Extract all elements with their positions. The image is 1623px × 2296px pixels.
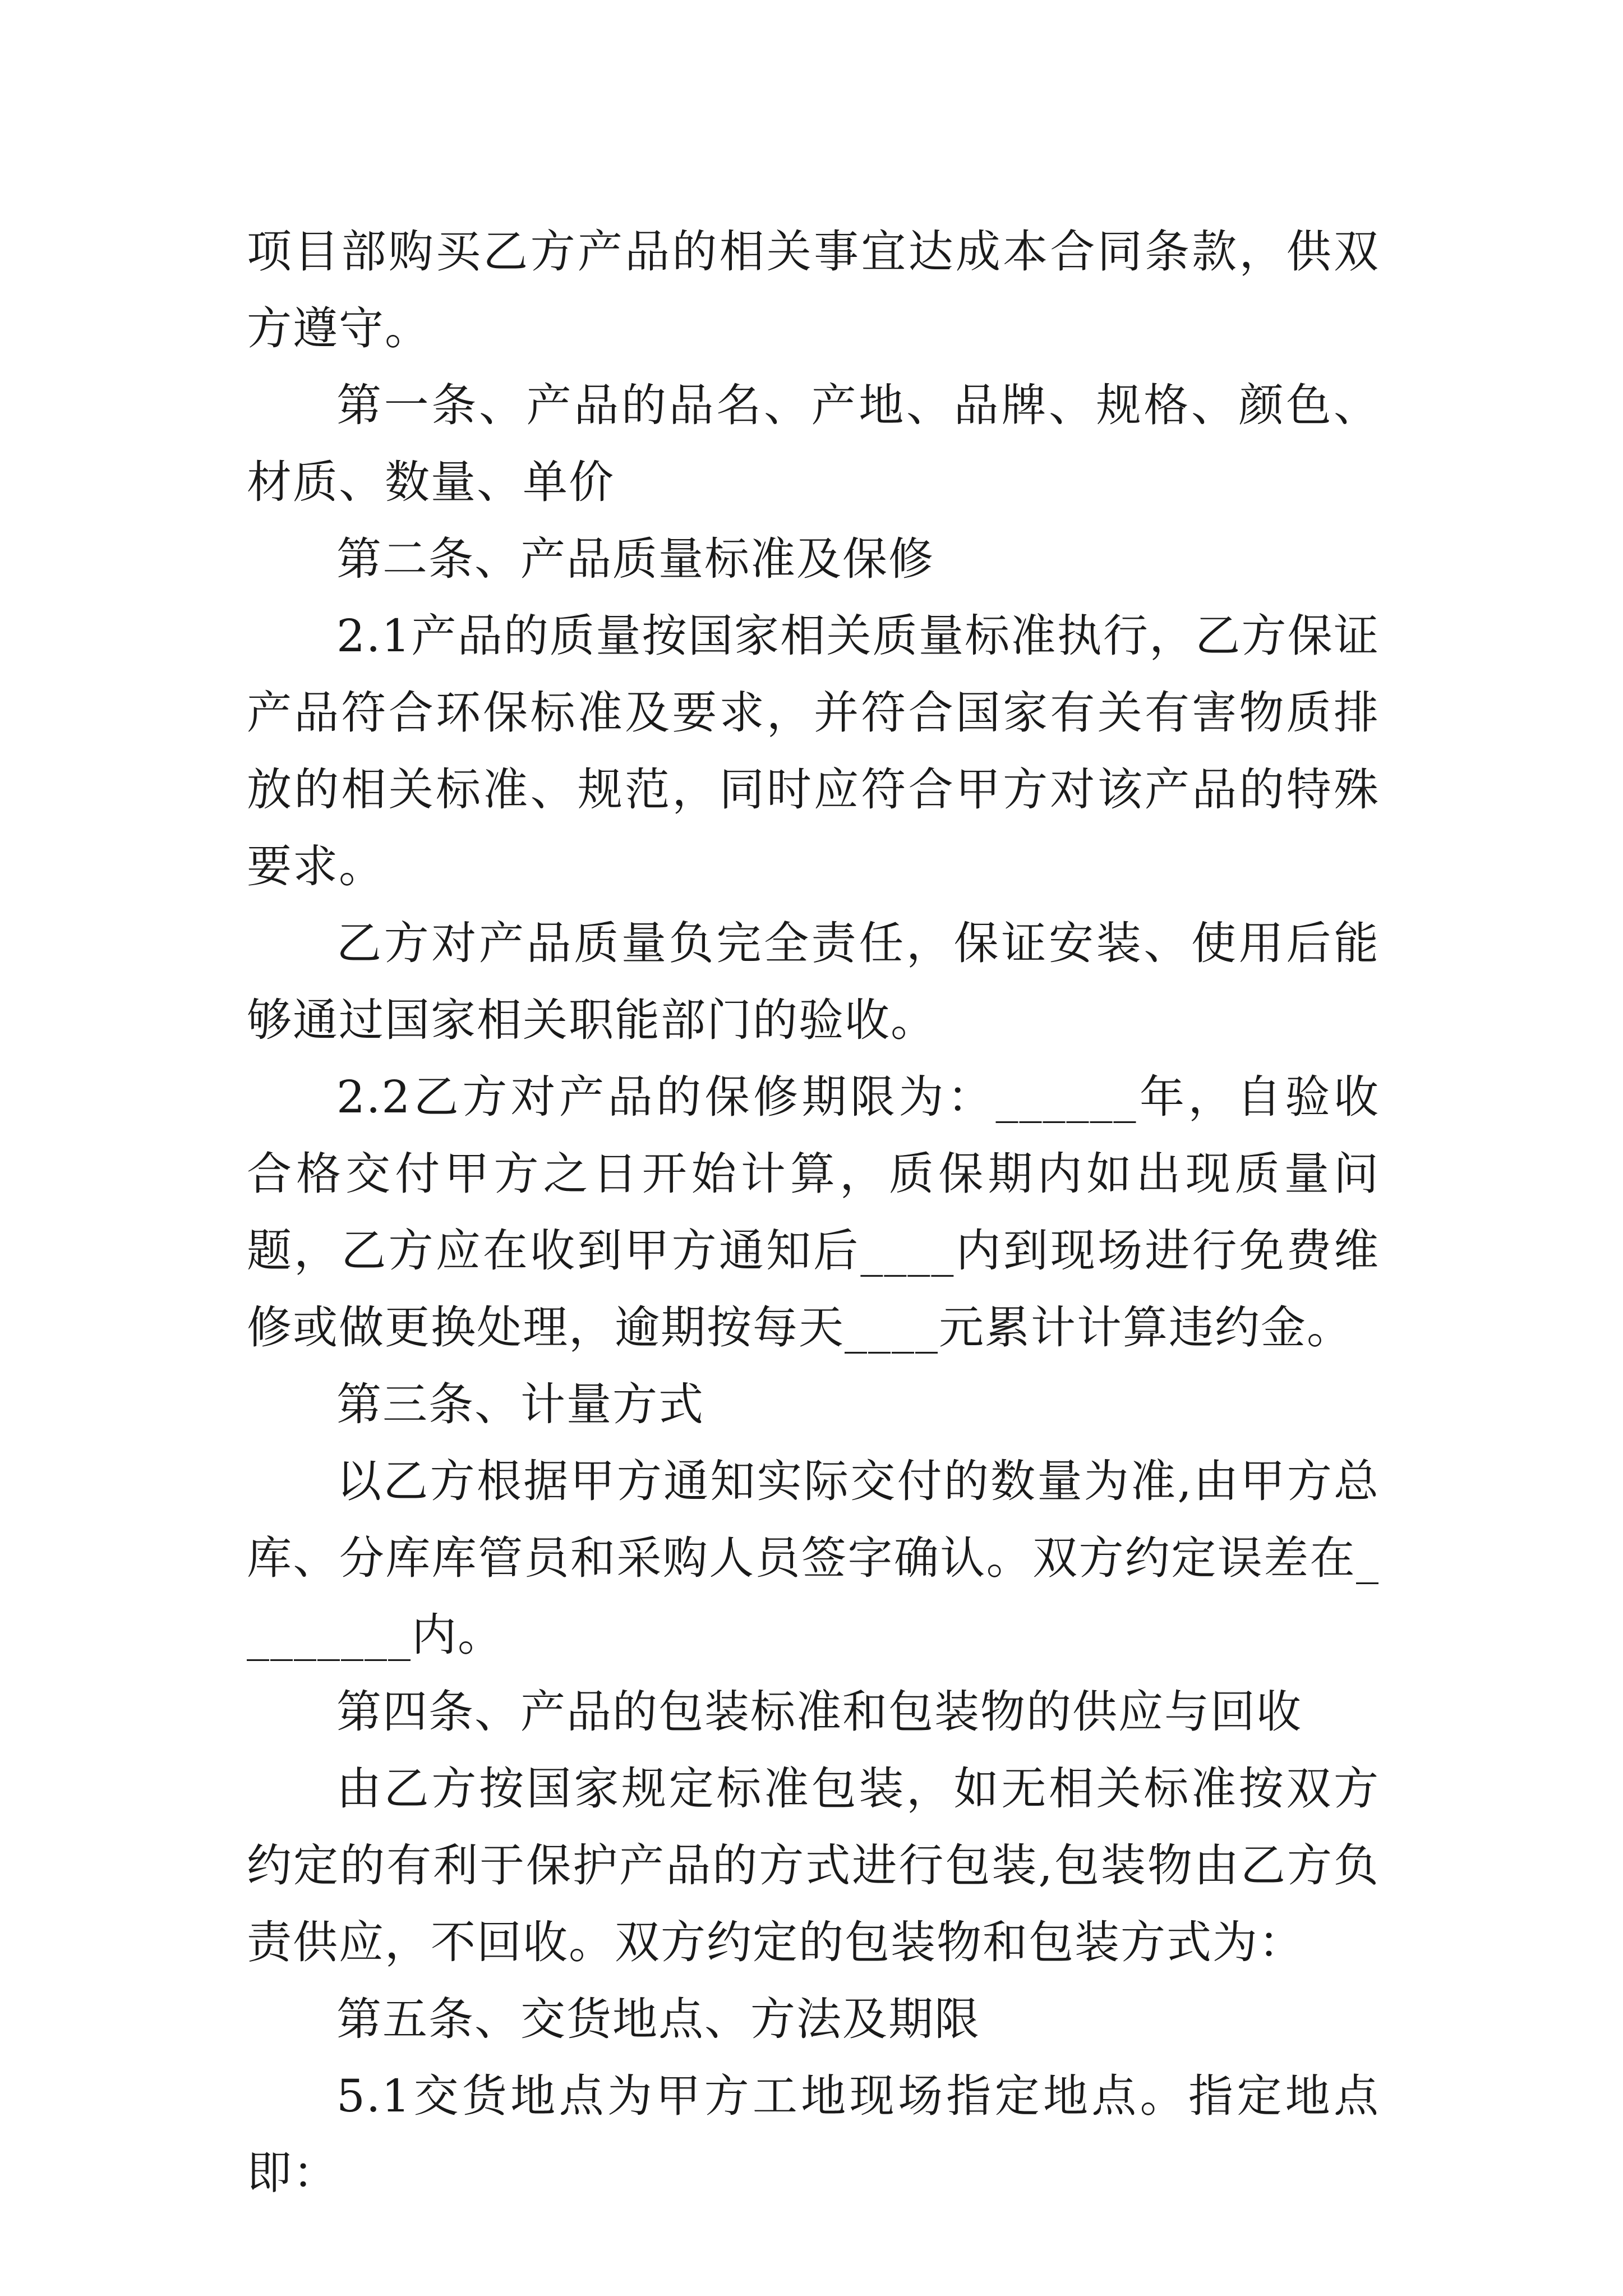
contract-body	[247, 213, 1380, 2211]
clause-5-1: 5.1交货地点为甲方工地现场指定地点。指定地点即：	[247, 2070, 1380, 2199]
clause-2-1-responsibility: 乙方对产品质量负完全责任，保证安装、使用后能够通过国家相关职能部门的验收。	[247, 917, 1380, 1046]
article-3-body: 以乙方根据甲方通知实际交付的数量为准,由甲方总库、分库库管员和采购人员签字确认。双方约定误差在________内。	[247, 1455, 1380, 1661]
article-5-heading: 第五条、交货地点、方法及期限	[336, 1993, 980, 2045]
article-2-heading: 第二条、产品质量标准及保修	[336, 533, 934, 585]
clause-2-2: 2.2乙方对产品的保修期限为：______年，自验收合格交付甲方之日开始计算，质保期内如出现质量问题，乙方应在收到甲方通知后____内到现场进行免费维修或做更换处理，逾期按每天____元累计计算违约金。	[247, 1071, 1380, 1354]
clause-2-1: 2.1产品的质量按国家相关质量标准执行，乙方保证产品符合环保标准及要求，并符合国家有关有害物质排放的相关标准、规范，同时应符合甲方对该产品的特殊要求。	[247, 610, 1380, 892]
article-4-heading: 第四条、产品的包装标准和包装物的供应与回收	[336, 1686, 1302, 1738]
paragraph-1: 项目部购买乙方产品的相关事宜达成本合同条款，供双方遵守。	[247, 226, 1380, 355]
article-3-heading: 第三条、计量方式	[336, 1378, 704, 1430]
article-1-heading: 第一条、产品的品名、产地、品牌、规格、颜色、材质、数量、单价	[247, 379, 1380, 508]
article-4-body: 由乙方按国家规定标准包装，如无相关标准按双方约定的有利于保护产品的方式进行包装,包装物由乙方负责供应，不回收。双方约定的包装物和包装方式为：	[247, 1763, 1380, 1968]
